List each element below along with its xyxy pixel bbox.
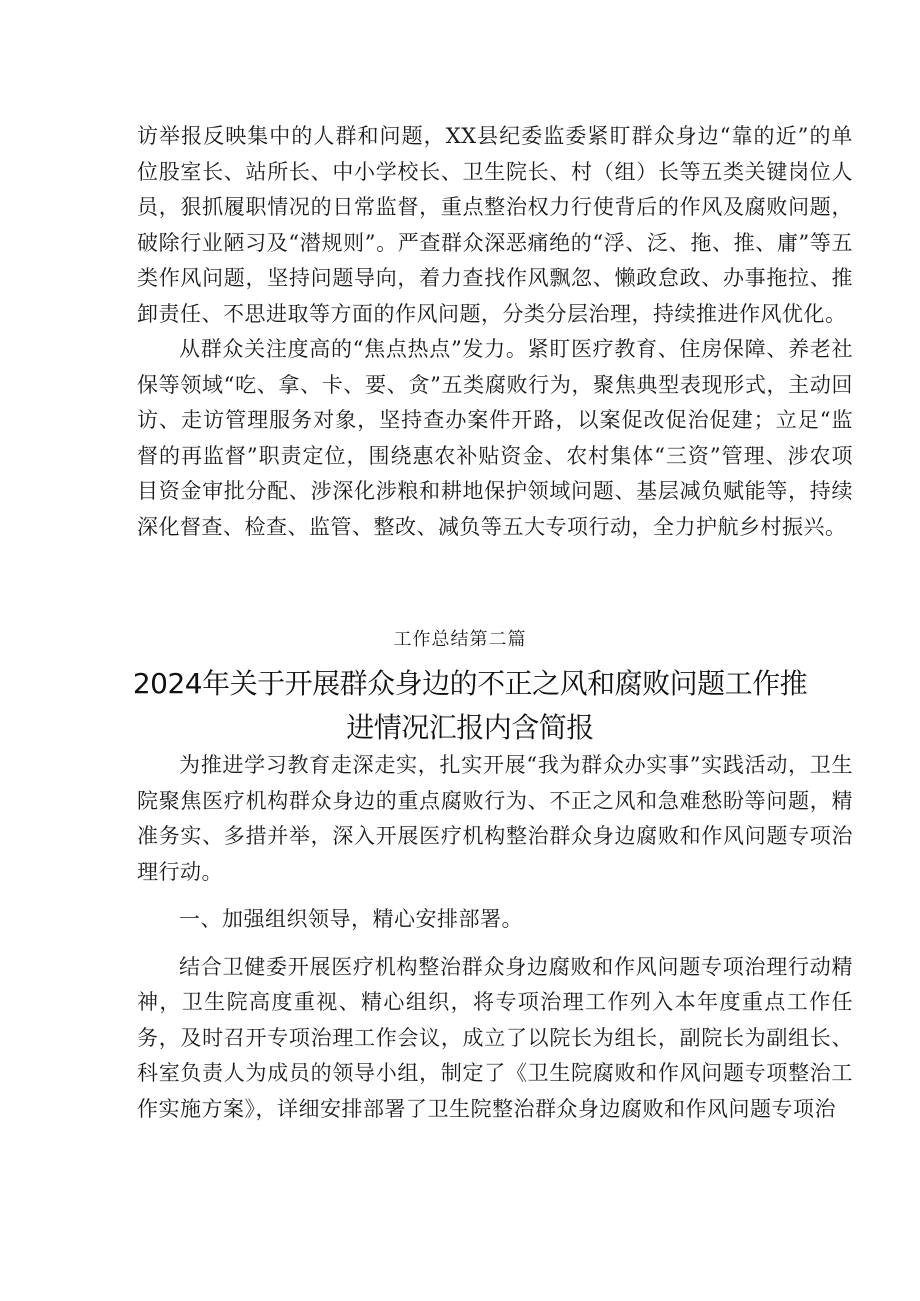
section-label: 工作总结第二篇 (393, 629, 527, 650)
section-one-text (137, 119, 853, 545)
section-two-heading-1: 一、加强组织领导，精心安排部署。 (179, 907, 523, 931)
section-two-intro: 为推进学习教育走深走实，扎实开展“我为群众办实事”实践活动，卫生院聚焦医疗机构群众身边的重点腐败行为、不正之风和急难愁盼等问题，精准务实、多措并举，深入开展医疗机构整治群众身边腐败和作风问题专项治理行动。 (137, 753, 853, 884)
section-one-paragraph-1: 访举报反映集中的人群和问题，XX县纪委监委紧盯群众身边“靠的近”的单位股室长、站所长、中小学校长、卫生院长、村（组）长等五类关键岗位人员，狠抓履职情况的日常监督，重点整治权力行使背后的作风及腐败问题，破除行业陋习及“潜规则”。严查群众深恶痛绝的“浮、泛、拖、推、庸”等五类作风问题，坚持问题导向，着力查找作风飘忽、懒政怠政、办事拖拉、推卸责任、不思进取等方面的作风问题，分类分层治理，持续推进作风优化。 (137, 124, 853, 326)
document-title: 2024年关于开展群众身边的不正之风和腐败问题工作推进情况汇报内含简报 (132, 667, 808, 744)
section-one-paragraph-2: 从群众关注度高的“焦点热点”发力。紧盯医疗教育、住房保障、养老社保等领域“吃、拿、卡、要、贪”五类腐败行为，聚焦典型表现形式，主动回访、走访管理服务对象，坚持查办案件开路，以案促改促治促建；立足“监督的再监督”职责定位，围绕惠农补贴资金、农村集体“三资”管理、涉农项目资金审批分配、涉深化涉粮和耕地保护领域问题、基层减负赋能等，持续深化督查、检查、监管、整改、减负等五大专项行动，全力护航乡村振兴。 (137, 337, 853, 539)
section-two-body-1: 结合卫健委开展医疗机构整治群众身边腐败和作风问题专项治理行动精神，卫生院高度重视、精心组织，将专项治理工作列入本年度重点工作任务，及时召开专项治理工作会议，成立了以院长为组长，副院长为副组长、科室负责人为成员的领导小组，制定了《卫生院腐败和作风问题专项整治工作实施方案》，详细安排部署了卫生院整治群众身边腐败和作风问题专项治 (137, 954, 853, 1121)
section-two-text (137, 748, 853, 1127)
